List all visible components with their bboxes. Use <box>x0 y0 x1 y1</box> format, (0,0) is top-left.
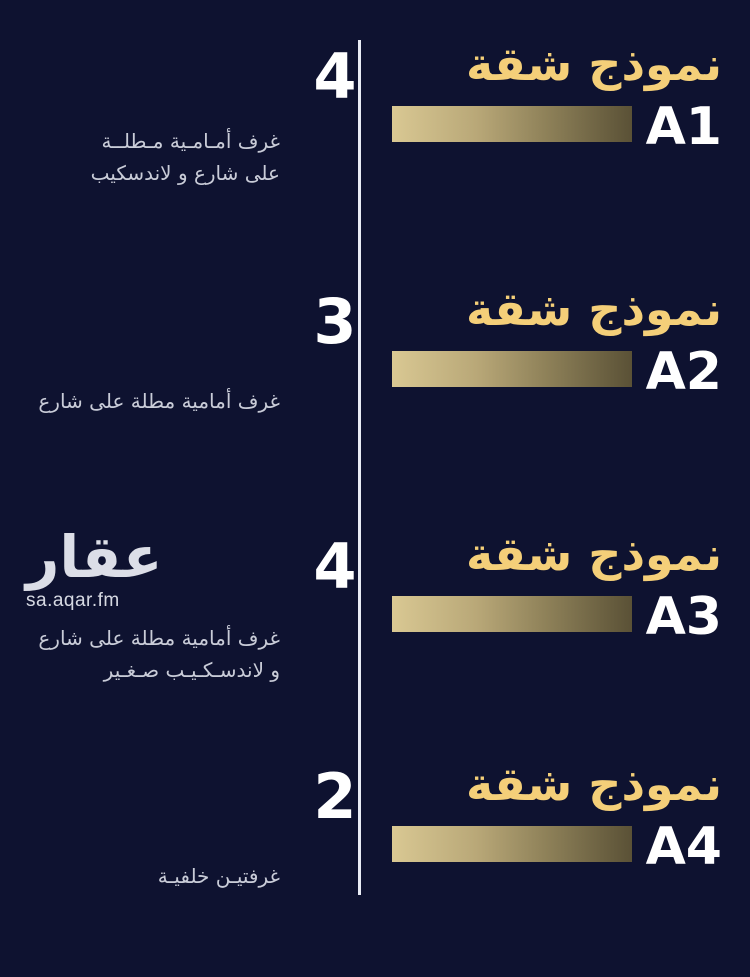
gradient-bar <box>392 826 632 862</box>
room-count: 2 <box>313 760 357 833</box>
room-count: 4 <box>313 530 357 603</box>
room-description <box>40 860 280 892</box>
model-title: نموذج شقة <box>466 757 722 811</box>
model-block <box>392 37 722 158</box>
room-description <box>40 622 280 686</box>
aqar-logo: عقار <box>26 523 163 591</box>
model-title: نموذج شقة <box>466 282 722 336</box>
room-description <box>40 125 280 189</box>
gradient-bar <box>392 106 632 142</box>
description-line: غرف أمامية مطلة على شارع <box>38 389 280 413</box>
list-item <box>0 757 750 920</box>
model-code: A1 <box>645 97 722 158</box>
list-item <box>0 282 750 445</box>
model-block <box>392 757 722 878</box>
description-line: على شارع و لاندسكيب <box>90 161 280 185</box>
model-title: نموذج شقة <box>466 527 722 581</box>
model-code: A4 <box>645 817 722 878</box>
room-description <box>40 385 280 417</box>
model-code: A3 <box>645 587 722 648</box>
model-code: A2 <box>645 342 722 403</box>
model-code-wrap <box>392 816 722 878</box>
gradient-bar <box>392 351 632 387</box>
watermark <box>26 523 206 612</box>
model-code-wrap <box>392 586 722 648</box>
model-title: نموذج شقة <box>466 37 722 91</box>
description-line: غرف أمامية مطلة على شارع <box>38 626 280 650</box>
watermark-url: sa.aqar.fm <box>26 590 120 611</box>
description-line: غرفتيـن خلفيـة <box>157 864 280 888</box>
gradient-bar <box>392 596 632 632</box>
description-line: و لاندسـكـيـب صـغـير <box>103 658 280 682</box>
model-code-wrap <box>392 341 722 403</box>
model-code-wrap <box>392 96 722 158</box>
room-count: 4 <box>313 40 357 113</box>
description-line: غرف أمـامـية مـطلــة <box>101 129 280 153</box>
model-block <box>392 527 722 648</box>
room-count: 3 <box>313 285 357 358</box>
list-item <box>0 37 750 200</box>
model-block <box>392 282 722 403</box>
